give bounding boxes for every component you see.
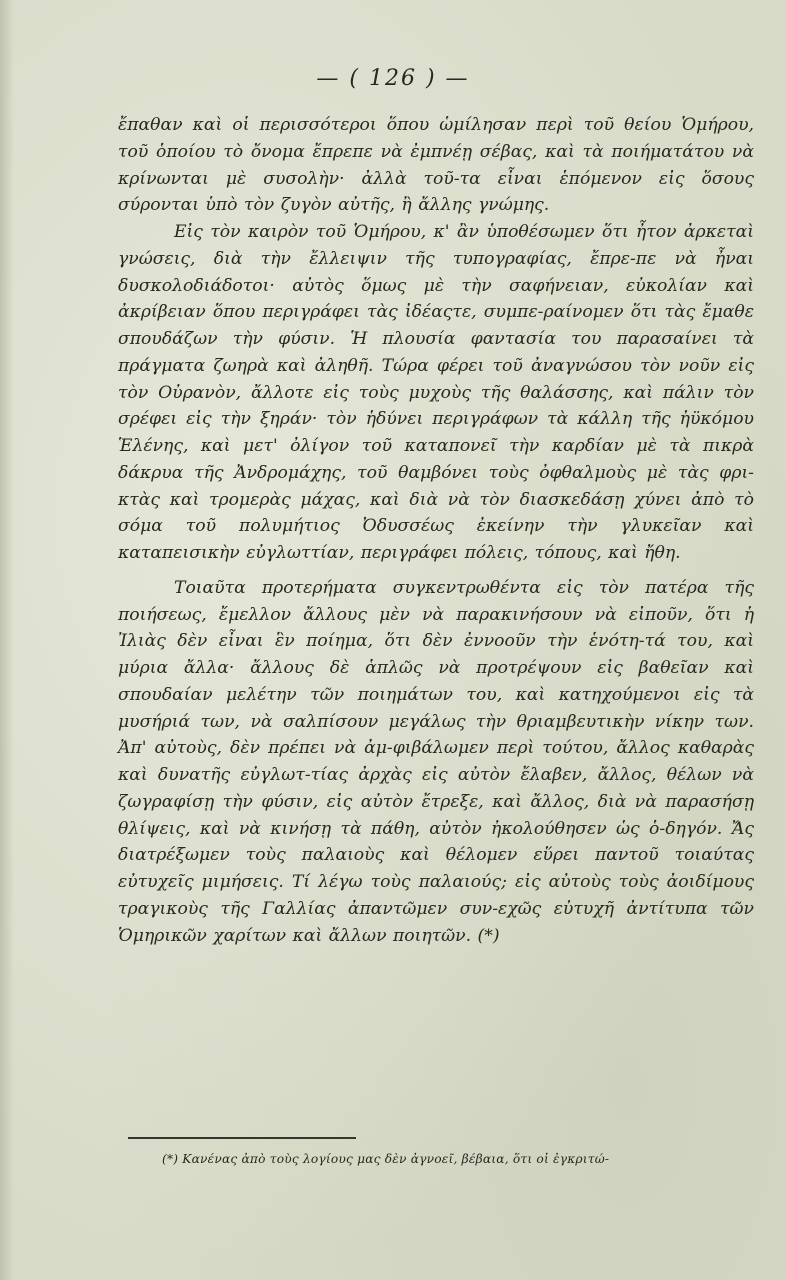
paragraph-1: ἔπαθαν καὶ οἱ περισσότεροι ὅπου ὡμίλησαν περὶ τοῦ θείου Ὁμήρου, τοῦ ὁποίου τὸ ὄνομα ἔπρεπε νὰ ἐμπνέῃ σέβας, καὶ τὰ ποιήματάτου νὰ κρίνωνται μὲ συσολὴν· ἀλλὰ τοῦ-τα εἶναι ἑπόμενον εἰς ὅσους σύρονται ὑπὸ τὸν ζυγὸν αὐτῆς, ἢ ἄλλης γνώμης.: [118, 115, 754, 216]
body-text: [118, 112, 754, 949]
paragraph-3: Τοιαῦτα προτερήματα συγκεντρωθέντα εἰς τὸν πατέρα τῆς ποιήσεως, ἔμελλον ἄλλους μὲν νὰ παρακινήσουν νὰ εἰποῦν, ὅτι ἡ Ἰλιὰς δὲν εἶναι ἓν ποίημα, ὅτι δὲν ἐννοοῦν τὴν ἑνότη-τά του, καὶ μύρια ἄλλα· ἄλλους δὲ ἁπλῶς νὰ προτρέψουν εἰς βαθεῖαν καὶ σπουδαίαν μελέτην τῶν ποιημάτων του, καὶ κατηχούμενοι εἰς τὰ μυσήριά των, νὰ σαλπίσουν μεγάλως τὴν θριαμβευτικὴν νίκην των. Ἀπ' αὐτοὺς, δὲν πρέπει νὰ ἀμ-φιβάλωμεν περὶ τούτου, ἄλλος καθαρὰς καὶ δυνατῆς εὐγλωτ-τίας ἀρχὰς εἰς αὐτὸν ἔλαβεν, ἄλλος, θέλων νὰ ζωγραφίσῃ τὴν φύσιν, εἰς αὐτὸν ἔτρεξε, καὶ ἄλλος, διὰ νὰ παρασήσῃ θλίψεις, καὶ νὰ κινήσῃ τὰ πάθη, αὐτὸν ἠκολούθησεν ὡς ὁ-δηγόν. Ἄς διατρέξωμεν τοὺς παλαιοὺς καὶ θέλομεν εὕρει παντοῦ τοιαύτας εὐτυχεῖς μιμήσεις. Τί λέγω τοὺς παλαιούς; εἰς αὐτοὺς τοὺς ἀοιδίμους τραγικοὺς τῆς Γαλλίας ἀπαντῶμεν συν-εχῶς εὐτυχῆ ἀντίτυπα τῶν Ὁμηρικῶν χαρίτων καὶ ἄλλων ποιητῶν. (*): [118, 577, 754, 946]
footnote: (*) Κανένας ἀπὸ τοὺς λογίους μας δὲν ἀγνοεῖ, βέβαια, ὅτι οἱ ἐγκριτώ-: [162, 1152, 610, 1166]
paragraph-2: Εἰς τὸν καιρὸν τοῦ Ὁμήρου, κ' ἂν ὑποθέσωμεν ὅτι ἦτον ἀρκεταὶ γνώσεις, διὰ τὴν ἔλλειψιν τῆς τυπογραφίας, ἔπρε-πε νὰ ἦναι δυσκολοδιάδοτοι· αὐτὸς ὅμως μὲ τὴν σαφήνειαν, εὐκολίαν καὶ ἀκρίβειαν ὅπου περιγράφει τὰς ἰδέαςτε, συμπε-ραίνομεν ὅτι τὰς ἔμαθε σπουδάζων τὴν φύσιν. Ἡ πλουσία φαντασία του παρασαίνει τὰ πράγματα ζωηρὰ καὶ ἀληθῆ. Τώρα φέρει τοῦ ἀναγνώσου τὸν νοῦν εἰς τὸν Οὐρανὸν, ἄλλοτε εἰς τοὺς μυχοὺς τῆς θαλάσσης, καὶ πάλιν τὸν σρέφει εἰς τὴν ξηράν· τὸν ἡδύνει περιγράφων τὰ κάλλη τῆς ἠϋκόμου Ἑλένης, καὶ μετ' ὀλίγον τοῦ καταπονεῖ τὴν καρδίαν μὲ τὰ πικρὰ δάκρυα τῆς Ἀνδρομάχης, τοῦ θαμβόνει τοὺς ὀφθαλμοὺς μὲ τὰς φρι-κτὰς καὶ τρομερὰς μάχας, καὶ διὰ νὰ τὸν διασκεδάσῃ χύνει ἀπὸ τὸ σόμα τοῦ πολυμήτιος Ὀδυσσέως ἐκείνην τὴν γλυκεῖαν καὶ καταπεισικὴν εὐγλωττίαν, περιγράφει πόλεις, τόπους, καὶ ἤθη.: [118, 222, 754, 563]
page-gutter-shadow: [0, 0, 14, 1280]
footnote-divider: [128, 1137, 356, 1139]
page-number: — ( 126 ) —: [316, 66, 470, 91]
